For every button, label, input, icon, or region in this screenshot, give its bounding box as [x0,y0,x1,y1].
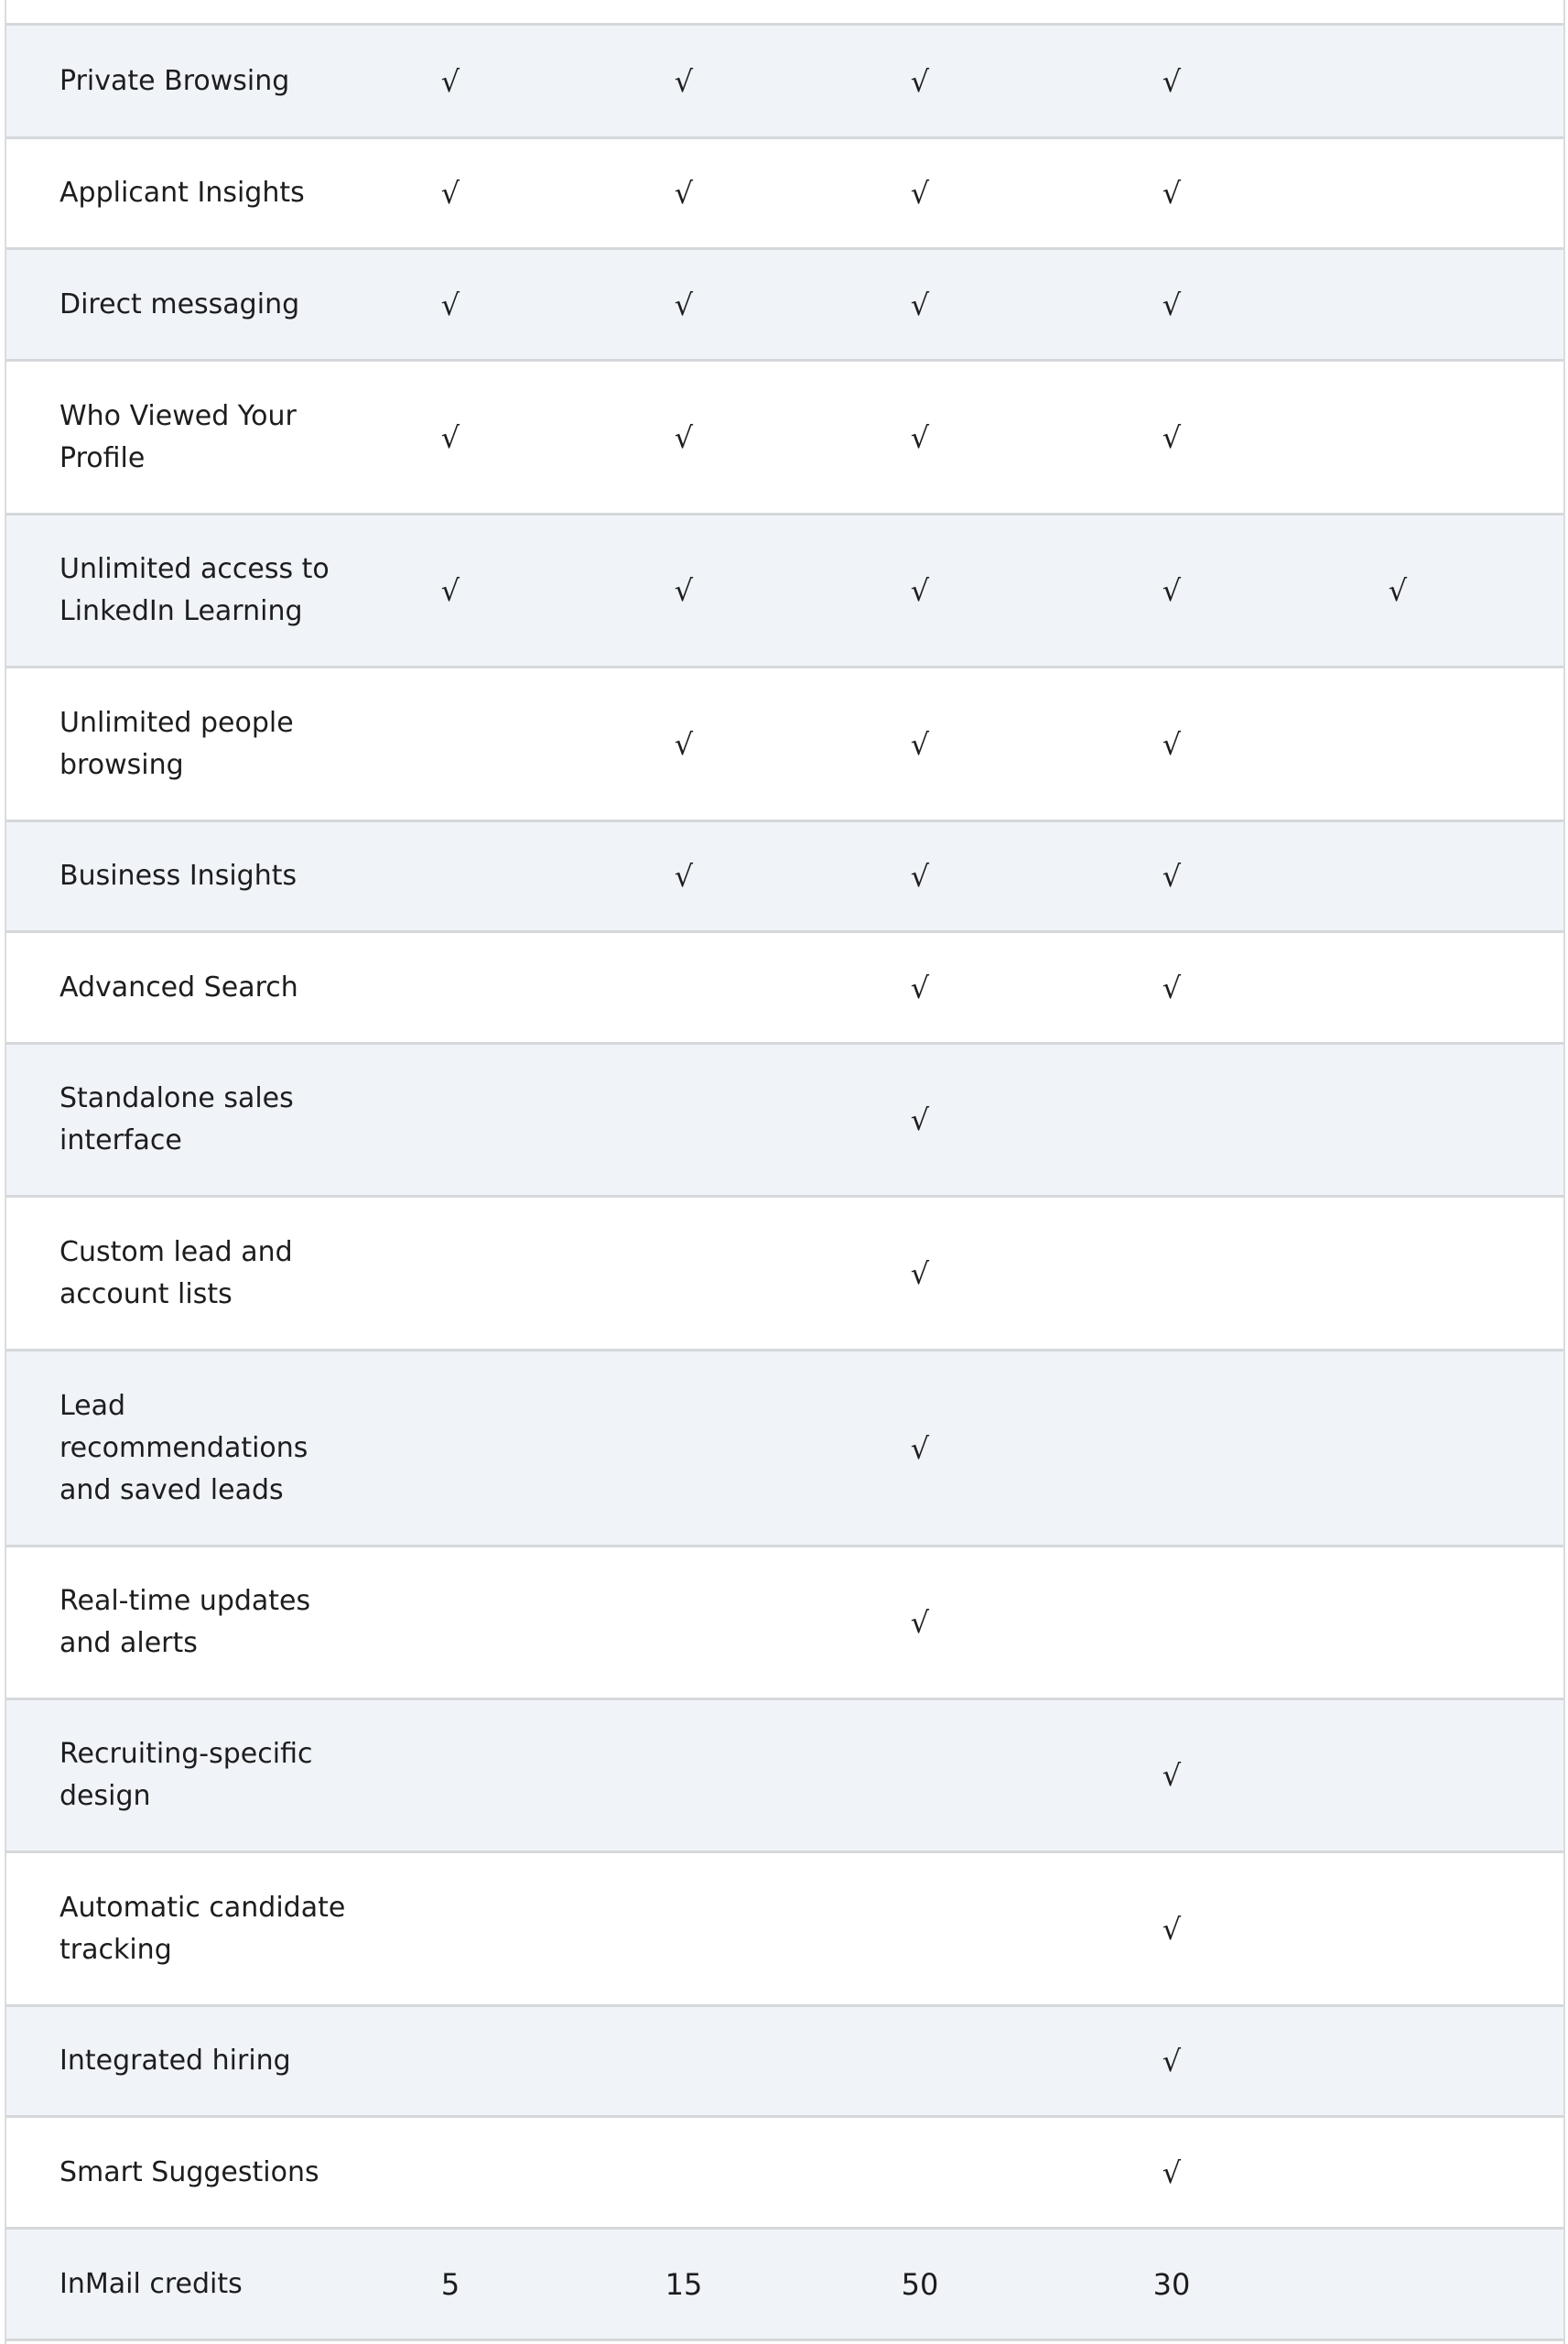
check-icon: √ [1162,2154,1182,2190]
feature-label: Lead recommendations and saved leads [59,1389,308,1506]
feature-label: Applicant Insights [59,177,305,209]
table-row [6,933,1563,1045]
feature-label: Smart Suggestions [59,2155,319,2188]
feature-label: Integrated hiring [59,2045,291,2077]
feature-label: Automatic candidate tracking [59,1891,346,1966]
feature-label: Who Viewed Your Profile [59,399,297,474]
check-icon: √ [674,63,694,99]
check-icon: √ [1388,573,1408,608]
check-icon: √ [674,726,694,762]
table-row [6,362,1563,515]
table-row [6,1547,1563,1700]
table-row [6,2007,1563,2118]
check-icon: √ [1162,726,1182,762]
check-icon: √ [440,176,460,211]
table-row [6,1351,1563,1547]
cell-value: 50 [901,2266,939,2302]
check-icon: √ [1162,970,1182,1005]
check-icon: √ [910,1430,930,1466]
table-row [6,250,1563,362]
table-row [6,2230,1563,2341]
check-icon: √ [440,419,460,455]
check-icon: √ [910,1102,930,1137]
check-icon: √ [910,1255,930,1291]
check-icon: √ [674,573,694,608]
check-icon: √ [1162,859,1182,894]
check-icon: √ [674,859,694,894]
table-row [6,2118,1563,2230]
check-icon: √ [440,573,460,608]
check-icon: √ [910,287,930,322]
feature-comparison-table [5,0,1565,2344]
check-icon: √ [674,419,694,455]
check-icon: √ [1162,2044,1182,2078]
feature-label: Unlimited people browsing [59,706,294,781]
check-icon: √ [1162,287,1182,322]
feature-label: Recruiting-specific design [59,1738,313,1812]
feature-label: Private Browsing [59,64,290,97]
check-icon: √ [910,419,930,455]
table-row [6,822,1563,933]
feature-label: Custom lead and account lists [59,1235,293,1310]
table-row [6,1045,1563,1198]
check-icon: √ [910,970,930,1005]
check-icon: √ [910,63,930,99]
check-icon: √ [674,176,694,211]
check-icon: √ [1162,1758,1182,1793]
check-icon: √ [1162,176,1182,211]
table-top-strip [6,0,1563,26]
feature-label: Standalone sales interface [59,1082,294,1156]
check-icon: √ [1162,573,1182,608]
table-row [6,668,1563,822]
table-row [6,1198,1563,1351]
check-icon: √ [1162,1911,1182,1947]
check-icon: √ [910,1605,930,1640]
table-row [6,1700,1563,1853]
cell-value: 30 [1152,2266,1191,2302]
check-icon: √ [910,859,930,894]
check-icon: √ [440,63,460,99]
cell-value: 5 [440,2266,460,2302]
check-icon: √ [910,573,930,608]
table-row [6,139,1563,250]
table-row [6,26,1563,139]
check-icon: √ [1162,419,1182,455]
check-icon: √ [910,176,930,211]
feature-label: Advanced Search [59,971,298,1004]
table-row [6,515,1563,668]
table-row [6,1853,1563,2007]
cell-value: 15 [665,2266,703,2302]
feature-label: Direct messaging [59,288,300,320]
check-icon: √ [1162,63,1182,99]
check-icon: √ [440,287,460,322]
feature-label: Unlimited access to LinkedIn Learning [59,553,330,627]
check-icon: √ [910,726,930,762]
feature-label: Real-time updates and alerts [59,1585,311,1659]
feature-label: Business Insights [59,860,297,892]
feature-label: InMail credits [59,2267,243,2300]
check-icon: √ [674,287,694,322]
